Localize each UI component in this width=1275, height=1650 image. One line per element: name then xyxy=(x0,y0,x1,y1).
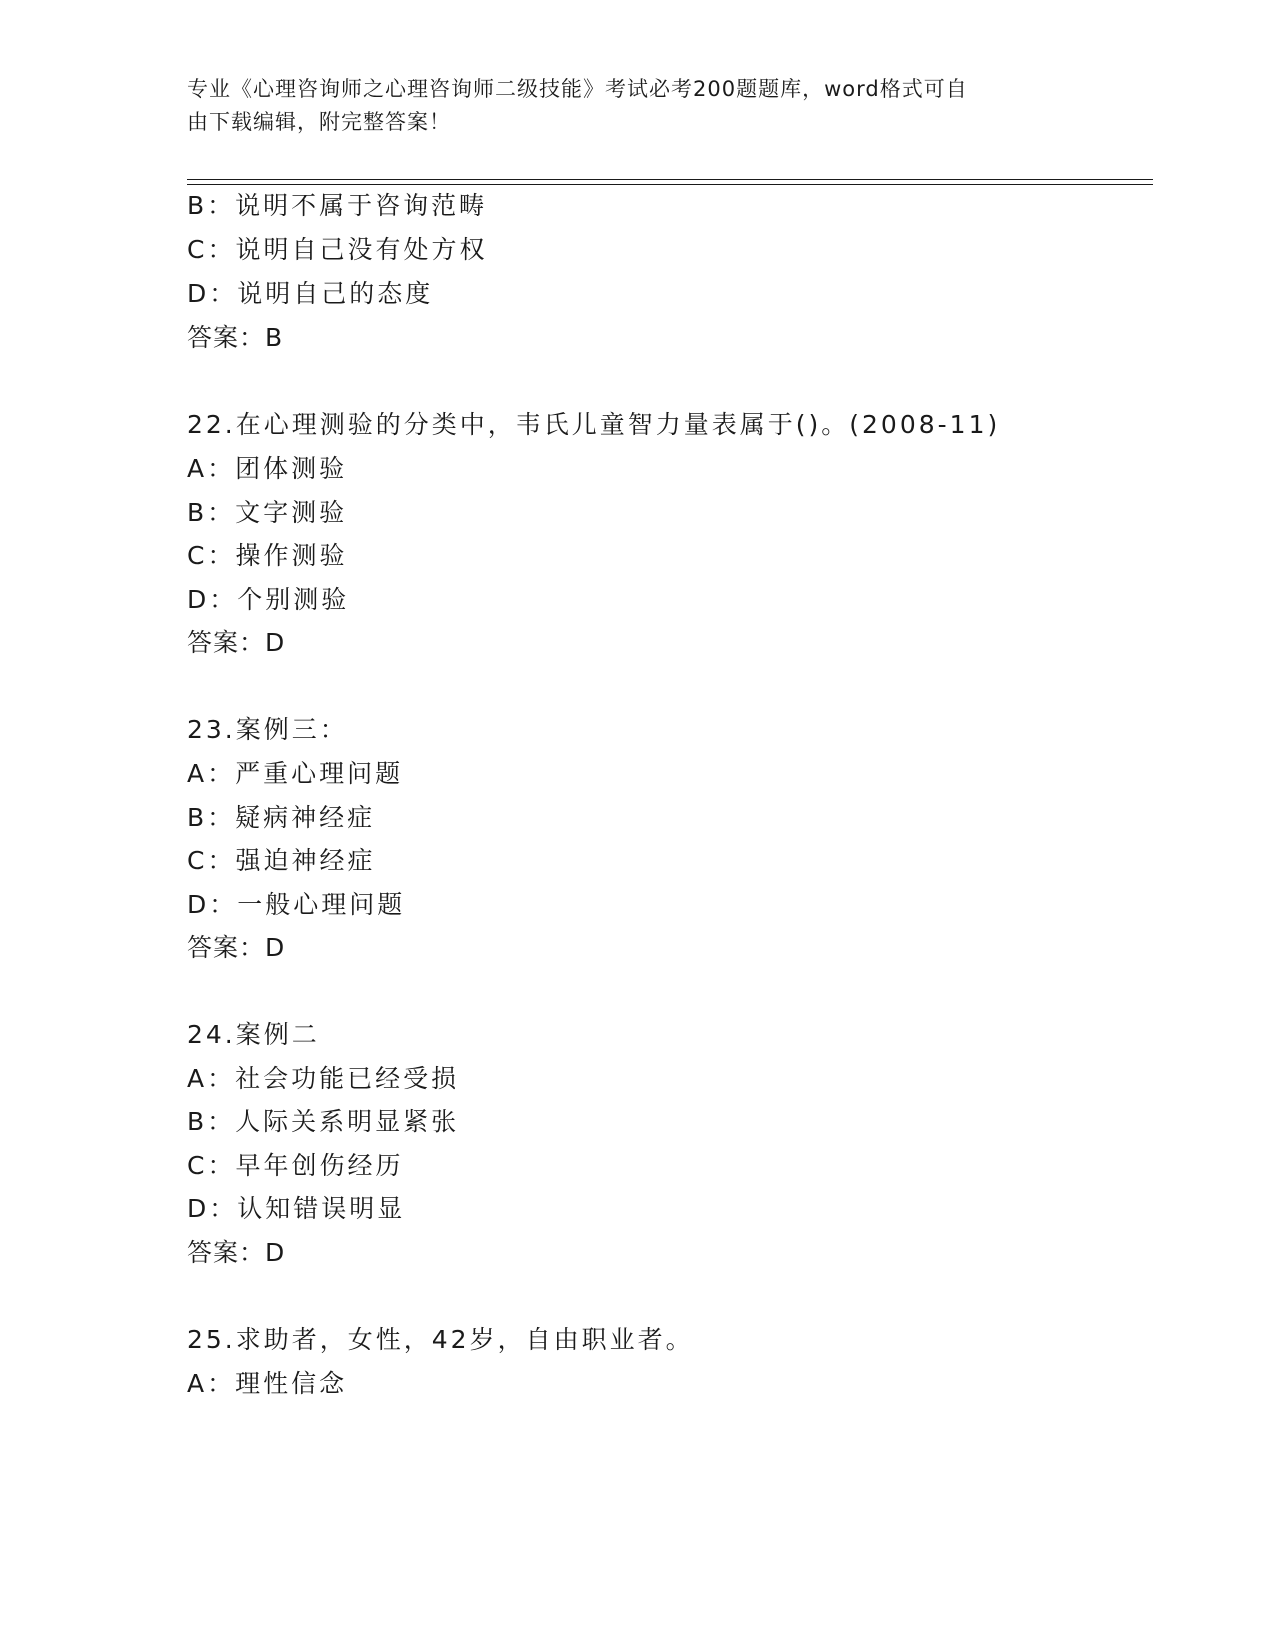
q23-answer: 答案：D xyxy=(187,933,286,962)
q22-option-b: B：文字测验 xyxy=(187,498,348,527)
q23-option-d: D：一般心理问题 xyxy=(187,890,406,919)
header-line-1: 专业《心理咨询师之心理咨询师二级技能》考试必考200题题库，word格式可自 xyxy=(187,77,968,101)
q21-option-d: D：说明自己的态度 xyxy=(187,279,434,308)
q23-option-a: A：严重心理问题 xyxy=(187,759,404,788)
q22-stem: 22.在心理测验的分类中，韦氏儿童智力量表属于()。(2008-11) xyxy=(187,410,1001,439)
header-line-2: 由下载编辑，附完整答案！ xyxy=(187,110,451,134)
q23-option-c: C：强迫神经症 xyxy=(187,846,376,875)
q23-option-b: B：疑病神经症 xyxy=(187,803,376,832)
q24-stem: 24.案例二 xyxy=(187,1020,320,1049)
q22-option-d: D：个别测验 xyxy=(187,585,350,614)
q24-option-a: A：社会功能已经受损 xyxy=(187,1064,460,1093)
q25-option-a: A：理性信念 xyxy=(187,1369,348,1398)
q21-option-c: C：说明自己没有处方权 xyxy=(187,235,488,264)
q22-answer: 答案：D xyxy=(187,628,286,657)
q24-answer: 答案：D xyxy=(187,1238,286,1267)
q22-option-a: A：团体测验 xyxy=(187,454,348,483)
document-header xyxy=(187,73,1067,139)
q21-answer: 答案：B xyxy=(187,323,284,352)
header-divider-bottom xyxy=(187,184,1153,185)
q21-option-b: B：说明不属于咨询范畴 xyxy=(187,191,488,220)
q25-stem: 25.求助者，女性，42岁，自由职业者。 xyxy=(187,1325,694,1354)
q23-stem: 23.案例三： xyxy=(187,715,348,744)
q24-option-c: C：早年创伤经历 xyxy=(187,1151,404,1180)
header-divider-top xyxy=(187,179,1153,180)
q24-option-b: B：人际关系明显紧张 xyxy=(187,1107,460,1136)
q22-option-c: C：操作测验 xyxy=(187,541,348,570)
q24-option-d: D：认知错误明显 xyxy=(187,1194,406,1223)
